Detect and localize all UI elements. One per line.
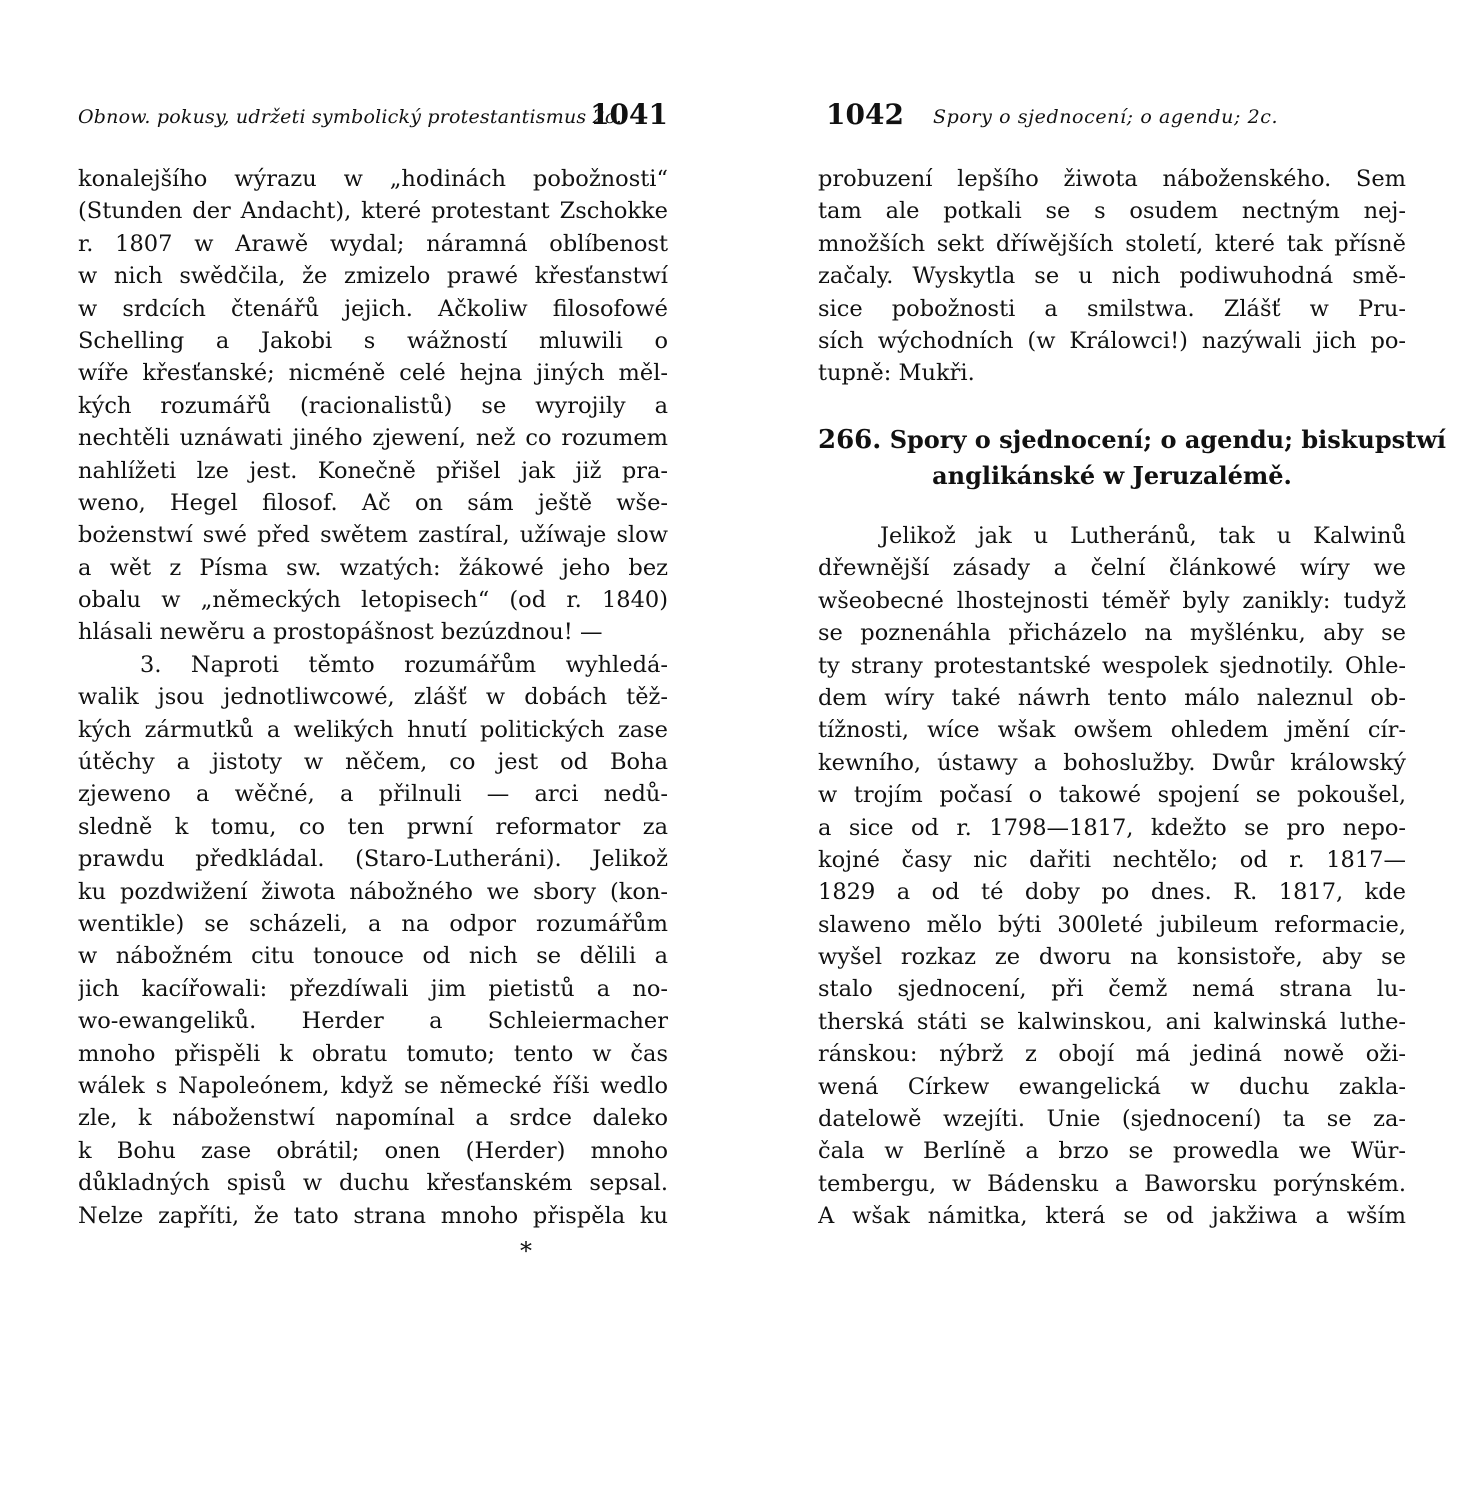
- text-line: wo-ewangeliků. Herder a Schleiermacher: [78, 1008, 668, 1035]
- text-line: w nábožném citu tonouce od nich se dělili a: [78, 943, 668, 970]
- left-page-header: [78, 98, 668, 138]
- text-line: sích wýchodních (w Králowci!) nazýwali jich po-: [818, 327, 1406, 354]
- text-line: weno, Hegel filosof. Ač on sám ještě wše-: [78, 489, 668, 516]
- section-heading-line: anglikánské w Jeruzalémě.: [932, 461, 1292, 490]
- text-line: množších sekt dříwějších století, které tak přísně: [818, 230, 1406, 257]
- right-page: [818, 0, 1446, 1500]
- text-line: dřewnější zásady a čelní článkowé wíry we: [818, 555, 1406, 582]
- left-page-body: [78, 163, 668, 1232]
- section-number: 266.: [818, 425, 882, 455]
- text-line: nechtěli uznáwati jiného zjewení, než co rozumem: [78, 425, 668, 452]
- text-line: útěchy a jistoty w něčem, co jest od Boha: [78, 749, 668, 776]
- catch-mark: *: [520, 1237, 532, 1265]
- text-line: tembergu, w Bádensku a Baworsku porýnském.: [818, 1170, 1406, 1197]
- text-line: hlásali newěru a prostopášnost bezúzdnou! —: [78, 619, 603, 646]
- text-line: w nich swědčila, že zmizelo prawé křesťanstwí: [78, 263, 668, 290]
- text-line: (Stunden der Andacht), které protestant Zschokke: [78, 198, 668, 225]
- text-line: kojné časy nic dařiti nechtělo; od r. 1817—: [818, 846, 1406, 873]
- text-line: slaweno mělo býti 300leté jubileum reformacie,: [818, 911, 1406, 938]
- text-line: probuzení lepšího žiwota náboženského. Sem: [818, 166, 1406, 192]
- text-line: sice pobožnosti a smilstwa. Zlášť w Pru-: [818, 295, 1406, 322]
- text-line: mnoho přispěli k obratu tomuto; tento w čas: [78, 1040, 668, 1067]
- right-page-body: [818, 520, 1406, 1233]
- text-line: wyšel rozkaz ze dworu na konsistoře, aby se: [818, 944, 1406, 971]
- text-line: dem wíry také náwrh tento málo naleznul ob-: [818, 684, 1406, 711]
- left-running-title: Obnow. pokusy, udržeti symbolický protestantismus 2c.: [78, 106, 622, 128]
- text-line: kých rozumářů (racionalistů) se wyrojily a: [78, 392, 668, 419]
- text-line: wálek s Napoleónem, když se německé říši wedlo: [78, 1072, 668, 1099]
- text-line: walik jsou jednotliwcowé, zlášť w dobách těž-: [78, 684, 668, 711]
- text-line: kewního, ústawy a bohoslužby. Dwůr králowský: [818, 749, 1406, 776]
- text-line: k Bohu zase obrátil; onen (Herder) mnoho: [78, 1137, 668, 1164]
- text-line: začaly. Wyskytla se u nich podiwuhodná smě-: [818, 263, 1406, 290]
- right-running-title: Spory o sjednocení; o agendu; 2c.: [933, 106, 1279, 128]
- text-line: jich kacířowali: přezdíwali jim pietistů a no-: [78, 975, 668, 1002]
- section-heading-line: [818, 422, 1446, 458]
- text-line: wentikle) se scházeli, a na odpor rozumářům: [78, 910, 668, 937]
- text-line: A wšak námitka, která se od jakžiwa a wším: [818, 1203, 1406, 1230]
- text-line: čala w Berlíně a brzo se prowedla we Wür-: [818, 1138, 1406, 1165]
- text-line: w srdcích čtenářů jejich. Ačkoliw filosofowé: [78, 295, 668, 322]
- right-page-number: 1042: [826, 98, 904, 131]
- text-line: bożenstwí swé před swětem zastíral, užíwaje slow: [78, 522, 668, 549]
- paragraph-start-line: Jelikož jak u Lutheránů, tak u Kalwinů: [880, 523, 1406, 549]
- text-line: tupně: Mukři.: [818, 360, 975, 387]
- text-line: Schelling a Jakobi s wážností mluwili o: [78, 327, 668, 354]
- text-line: se poznenáhla přicházelo na myšlénku, aby se: [818, 620, 1406, 647]
- text-line: kých zármutků a welikých hnutí politických zase: [78, 716, 668, 743]
- right-page-header: [818, 98, 1406, 138]
- section-heading-title: Spory o sjednocení; o agendu; biskupstwí: [889, 425, 1446, 454]
- text-line: nahlížeti lze jest. Konečně přišel jak již pra-: [78, 457, 668, 484]
- text-line: obalu w „německých letopisech“ (od r. 1840): [78, 587, 668, 614]
- text-line: stalo sjednocení, při čemž nemá strana lu-: [818, 976, 1406, 1003]
- section-heading: [818, 422, 1446, 494]
- text-line: ku pozdwižení žiwota nábožného we sbory (kon-: [78, 878, 668, 905]
- text-line: konalejšího wýrazu w „hodinách pobožnosti“: [78, 166, 668, 192]
- left-page-number: 1041: [590, 98, 668, 131]
- text-line: zjeweno a wěčné, a přilnuli — arci nedů-: [78, 781, 668, 808]
- text-line: 1829 a od té doby po dnes. R. 1817, kde: [818, 879, 1406, 906]
- paragraph-start-line: 3. Naproti těmto rozumářům wyhledá-: [140, 651, 668, 678]
- left-page: [78, 0, 668, 1500]
- text-line: Nelze zapříti, že tato strana mnoho přispěla ku: [78, 1202, 668, 1229]
- text-line: tížnosti, wíce wšak owšem ohledem jmění cír-: [818, 717, 1406, 744]
- text-line: ránskou: nýbrž z obojí má jediná nowě oži-: [818, 1041, 1406, 1068]
- text-line: wšeobecné lhostejnosti téměř byly zanikly: tudyž: [818, 587, 1406, 614]
- text-line: důkladných spisů w duchu křesťanském sepsal.: [78, 1170, 668, 1197]
- text-line: wená Církew ewangelická w duchu zakla-: [818, 1073, 1406, 1100]
- text-line: r. 1807 w Arawě wydal; náramná oblíbenost: [78, 230, 668, 257]
- text-line: therská státi se kalwinskou, ani kalwinská luthe-: [818, 1008, 1406, 1035]
- text-line: w trojím počasí o takowé spojení se pokoušel,: [818, 782, 1406, 809]
- right-page-top-paragraph: [818, 163, 1406, 390]
- text-line: a sice od r. 1798—1817, kdežto se pro nepo-: [818, 814, 1406, 841]
- text-line: sledně k tomu, co ten prwní reformator za: [78, 813, 668, 840]
- text-line: a wět z Písma sw. wzatých: žákowé jeho bez: [78, 554, 668, 581]
- text-line: ty strany protestantské wespolek sjednotily. Ohle-: [818, 652, 1406, 679]
- text-line: prawdu předkládal. (Staro-Lutheráni). Jelikož: [78, 846, 668, 873]
- text-line: tam ale potkali se s osudem nectným nej-: [818, 198, 1406, 225]
- text-line: wíře křesťanské; nicméně celé hejna jiných měl-: [78, 360, 668, 387]
- text-line: datelowě wzejíti. Unie (sjednocení) ta se za-: [818, 1106, 1406, 1133]
- text-line: zle, k náboženstwí napomínal a srdce daleko: [78, 1105, 668, 1132]
